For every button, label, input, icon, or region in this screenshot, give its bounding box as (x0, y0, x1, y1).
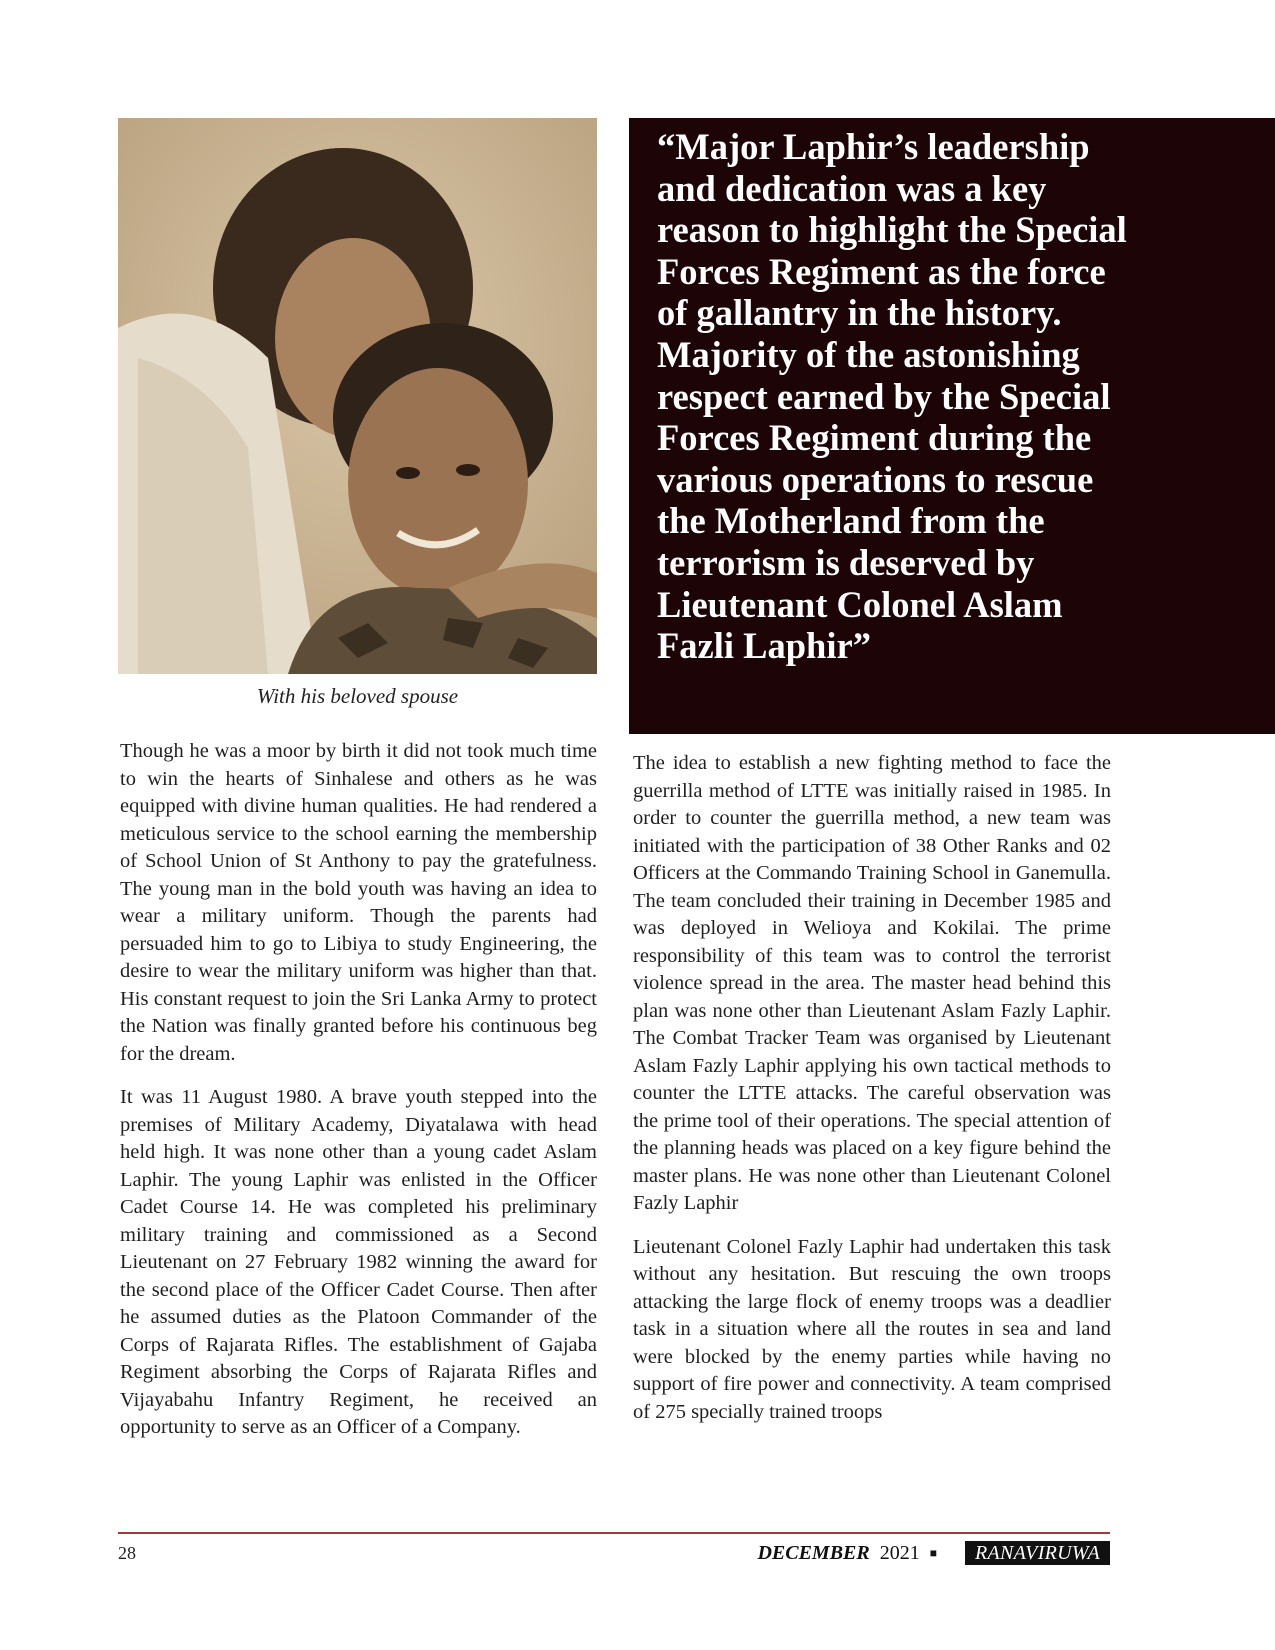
portrait-photo (118, 118, 597, 674)
page-number: 28 (118, 1543, 136, 1563)
pull-quote: “Major Laphir’s leadership and dedication was a key reason to highlight the Special Forces Regiment as the force of gallantry in the history. Majority of the astonishing respect earned by the Special Forces Regiment during the various operations to rescue the Motherland from the terrorism is deserved by Lieutenant Colonel Aslam Fazli Laphir” (657, 126, 1127, 667)
magazine-name: RANAVIRUWA (965, 1541, 1110, 1565)
square-bullet-icon: ■ (929, 1545, 937, 1560)
issue-month: DECEMBER (757, 1541, 870, 1564)
paragraph: Though he was a moor by birth it did not took much time to win the hearts of Sinhalese and others as he was equipped with divine human qualities. He had rendered a meticulous service to the school earning the membership of School Union of St Anthony to pay the gratefulness. The young man in the bold youth was having an idea to wear a military uniform. Though the parents had persuaded him to go to Libiya to study Engineering, the desire to wear the military uniform was higher than that. His constant request to join the Sri Lanka Army to protect the Nation was finally granted before his continuous beg for the dream. (120, 740, 597, 1065)
paragraph: The idea to establish a new fighting method to face the guerrilla method of LTTE was initially raised in 1985. In order to counter the guerrilla method, a new team was initiated with the participation of 38 Other Ranks and 02 Officers at the Commando Training School in Ganemulla. The team concluded their training in December 1985 and was deployed in Welioya and Kokilai. The prime responsibility of this team was to control the terrorist violence spread in the area. The master head behind this plan was none other than Lieutenant Aslam Fazly Laphir. The Combat Tracker Team was organised by Lieutenant Aslam Fazly Laphir applying his own tactical methods to counter the LTTE attacks. The careful observation was the prime tool of their operations. The special attention of the planning heads was placed on a key figure behind the master plans. He was none other than Lieutenant Colonel Fazly Laphir (633, 752, 1111, 1214)
left-column (120, 738, 597, 1458)
footer-divider (118, 1532, 1110, 1534)
photo-icon (118, 118, 597, 674)
paragraph: Lieutenant Colonel Fazly Laphir had undertaken this task without any hesitation. But rescuing the own troops attacking the large flock of enemy troops was a deadlier task in a situation where all the routes in sea and land were blocked by the enemy parties while having no support of fire power and connectivity. A team comprised of 275 specially trained troops (633, 1235, 1111, 1423)
footer-issue (757, 1541, 1110, 1565)
paragraph: It was 11 August 1980. A brave youth stepped into the premises of Military Academy, Diyatalawa with head held high. It was none other than a young cadet Aslam Laphir. The young Laphir was enlisted in the Officer Cadet Course 14. He was completed his preliminary military training and commissioned as a Second Lieutenant on 27 February 1982 winning the award for the second place of the Officer Cadet Course. Then after he assumed duties as the Platoon Commander of the Corps of Rajarata Rifles. The establishment of Gajaba Regiment absorbing the Corps of Rajarata Rifles and Vijayabahu Infantry Regiment, he received an opportunity to serve as an Officer of a Company. (120, 1086, 597, 1438)
issue-year: 2021 (879, 1541, 920, 1564)
photo-caption: With his beloved spouse (256, 684, 459, 708)
right-column (633, 750, 1111, 1442)
